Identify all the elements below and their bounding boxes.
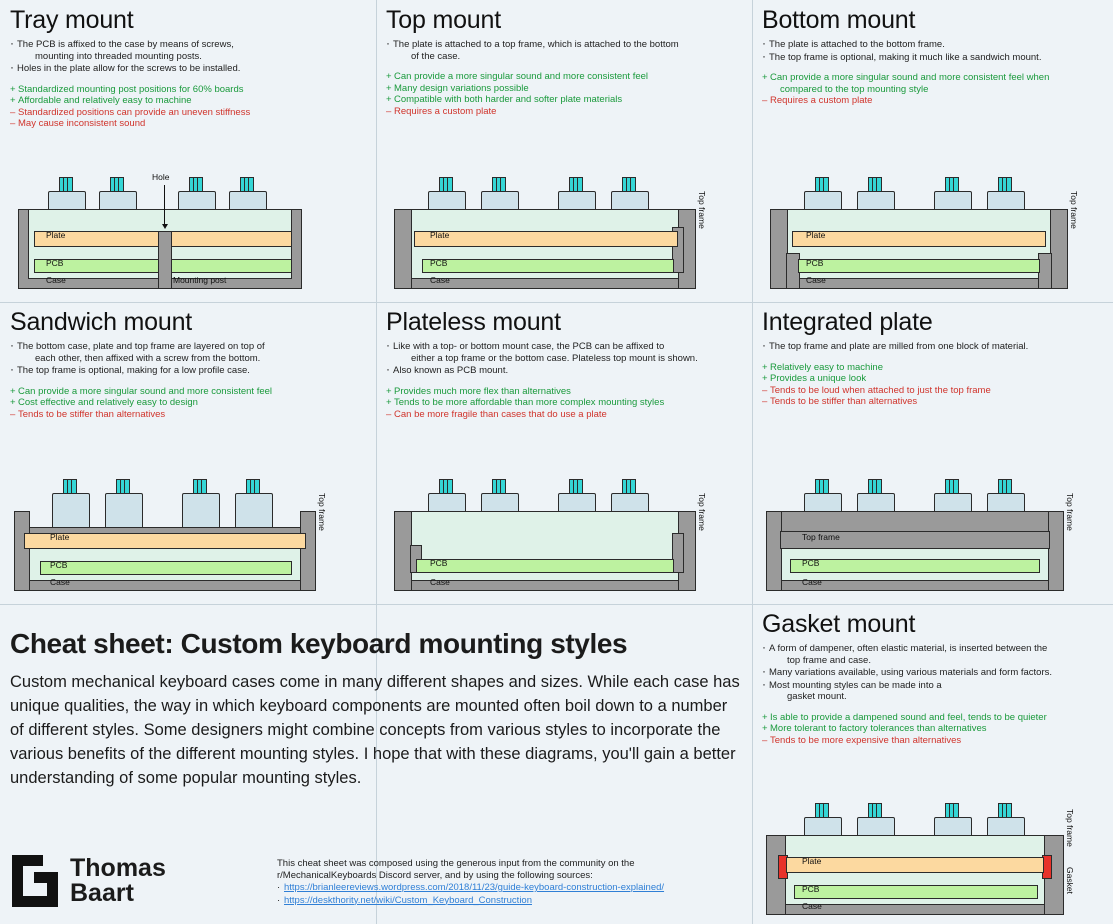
keycap [182,493,218,531]
panel-title: Plateless mount [386,308,561,336]
bullet: · The top frame is optional, making it much like a sandwich mount. [762,52,1103,64]
diagram-integrated-plate [762,471,1103,596]
label-pcb: PCB [802,884,820,894]
pro-item: + Provides much more flex than alternatives [386,385,571,397]
plate [414,231,678,247]
bullet: · Like with a top- or bottom mount case, the PCB can be affixed to either a top frame or the bottom case. Plateless top mount is shown. [386,341,742,364]
pcb [416,559,674,573]
con-item: – Standardized positions can provide an uneven stiffness [10,106,251,118]
panel-bullets [762,341,1103,353]
pro-item: + Relatively easy to machine [762,361,883,373]
divider [0,302,1113,303]
label-top-frame: Top frame [317,493,327,531]
bullet: · Many variations available, using various materials and form factors. [762,667,1103,679]
panel-bullets [386,39,742,62]
panel-props [386,71,742,117]
panel-bullets [10,341,366,377]
label-pcb: PCB [806,258,824,268]
panel-title: Top mount [386,6,501,34]
label-plate: Plate [802,856,822,866]
label-top-frame: Top frame [1065,493,1075,531]
bullet: · Holes in the plate allow for the screws to be installed. [10,63,366,75]
plate [170,231,292,247]
top-frame-left [766,511,782,591]
diagram-plateless-mount [386,471,742,596]
label-case: Case [430,275,450,285]
bullet: · The plate is attached to a top frame, which is attached to the bottom of the case. [386,39,742,62]
sources-intro-line-1: This cheat sheet was composed using the generous input from the community on the [277,858,635,869]
panel-sandwich-mount [0,302,376,604]
cheat-sheet-body: Custom mechanical keyboard cases come in many different shapes and sizes. While each case has unique qualities, the way in which keyboard components are mounted often boil down to a number of different styles. Some designers might combine concepts from various styles to incorporate the various benefits of the different mounting styles. I hope that with these diagrams, you'll gain a better understanding of some popular mounting styles. [10,673,740,787]
keycap [235,493,271,531]
label-case: Case [802,901,822,911]
panel-tray-mount [0,0,376,302]
con-item: – May cause inconsistent sound [10,118,146,129]
label-plate: Plate [50,532,70,542]
label-case: Case [46,275,66,285]
panel-props [762,72,1103,107]
bottom-frame-post [1038,253,1052,289]
mounting-post [158,231,172,289]
panel-top-mount [376,0,752,302]
pro-item: + Tends to be more affordable than more complex mounting styles [386,397,665,408]
diagram-sandwich-mount [10,471,366,596]
sources-block [277,858,732,907]
panel-title: Integrated plate [762,308,933,336]
pcb [794,885,1038,899]
panel-title: Sandwich mount [10,308,193,336]
label-integrated-plate: Top frame [802,532,840,542]
panel-props [10,386,366,421]
label-mounting-post: Mounting post [173,275,227,285]
panel-bullets [386,341,742,377]
bullet: · The top frame and plate are milled from one block of material. [762,341,1103,353]
label-top-frame: Top frame [697,191,707,229]
pcb [40,561,292,575]
pcb [790,559,1040,573]
label-pcb: PCB [50,560,68,570]
top-frame-left [14,511,30,591]
con-item: – Tends to be loud when attached to just the top frame [762,384,991,396]
con-item: – Tends to be stiffer than alternatives [10,408,166,420]
label-case: Case [430,577,450,587]
pro-item: + Compatible with both harder and softer plate materials [386,94,623,105]
panel-props [762,712,1103,747]
pcb [798,259,1040,273]
label-pcb: PCB [46,258,64,268]
pro-item: + Can provide a more singular sound and more consistent feel [386,71,649,82]
diagram-bottom-mount [762,169,1103,294]
pro-item: + More tolerant to factory tolerances than alternatives [762,723,987,734]
label-pcb: PCB [430,258,448,268]
divider [752,0,753,924]
cheat-sheet-heading: Cheat sheet: Custom keyboard mounting styles [10,628,628,659]
label-top-frame: Top frame [697,493,707,531]
panel-gasket-mount [752,604,1113,924]
brand-name [70,856,166,906]
con-item: – Requires a custom plate [762,95,873,106]
con-item: – Tends to be more expensive than alternatives [762,734,962,746]
top-frame-left [394,209,412,289]
brand-line-2: Baart [70,879,134,907]
label-plate: Plate [46,230,66,240]
panel-props [386,386,742,421]
label-gasket: Gasket [1065,867,1075,894]
panel-plateless-mount [376,302,752,604]
bullet: · The bottom case, plate and top frame are layered on top of each other, then affixed with a screw from the bottom. [10,341,366,364]
diagram-gasket-mount [762,795,1103,920]
sources-intro-line-2: r/MechanicalKeyboards Discord server, and by using the following sources: [277,870,593,881]
plate [786,857,1044,873]
con-item: – Can be more fragile than cases that do use a plate [386,408,607,420]
label-plate: Plate [806,230,826,240]
pro-item: + Many design variations possible [386,82,529,94]
panel-props [10,84,366,130]
bullet: · The top frame is optional, making for a low profile case. [10,365,366,377]
divider [0,604,1113,605]
pro-item: + Affordable and relatively easy to machine [10,95,192,106]
bullet: · Most mounting styles can be made into a gasket mount. [762,680,1103,703]
pro-item: + Is able to provide a dampened sound and feel, tends to be quieter [762,711,1047,723]
panel-integrated-plate [752,302,1113,604]
brand-block [12,855,166,907]
source-link-2[interactable]: · https://deskthority.net/wiki/Custom_Keyboard_Construction [277,895,732,908]
pro-item: + Can provide a more singular sound and more consistent feel [10,385,273,397]
label-case: Case [802,577,822,587]
panel-props [762,362,1103,408]
label-plate: Plate [430,230,450,240]
pcb [170,259,292,273]
label-case: Case [806,275,826,285]
panel-bottom-mount [752,0,1113,302]
label-hole: Hole [152,172,170,182]
thomas-baart-logo-icon [12,855,58,907]
top-frame-right [300,511,316,591]
con-item: – Tends to be stiffer than alternatives [762,396,918,407]
pro-item: + Standardized mounting post positions for 60% boards [10,83,244,95]
panel-bullets [10,39,366,75]
bullet: · The plate is attached to the bottom frame. [762,39,1103,51]
label-pcb: PCB [802,558,820,568]
con-item: – Requires a custom plate [386,105,497,117]
panel-title: Gasket mount [762,610,916,638]
bullet: · A form of dampener, often elastic material, is inserted between the top frame and case. [762,643,1103,666]
label-top-frame: Top frame [1065,809,1075,847]
plate [792,231,1046,247]
pcb [422,259,674,273]
panel-bullets [762,39,1103,63]
panel-bullets [762,643,1103,703]
cheat-sheet-text [10,628,740,790]
source-link-1[interactable]: · https://brianleereviews.wordpress.com/2018/11/23/guide-keyboard-construction-explained/ [277,882,732,895]
keycap [52,493,88,531]
bullet: · Also known as PCB mount. [386,365,742,377]
label-case: Case [50,577,70,587]
pro-item: + Can provide a more singular sound and more consistent feel when compared to the top mounting style [762,72,1050,95]
diagram-top-mount [386,169,742,294]
panel-title: Bottom mount [762,6,916,34]
diagram-tray-mount [10,169,366,294]
top-frame-right [1050,209,1068,289]
brand-line-1: Thomas [70,854,166,882]
pro-item: + Cost effective and relatively easy to design [10,397,198,408]
keycap [105,493,141,531]
bullet: · The PCB is affixed to the case by means of screws, mounting into threaded mounting posts. [10,39,366,62]
label-top-frame: Top frame [1069,191,1079,229]
hole-arrow [164,185,165,225]
top-frame-right [1048,511,1064,591]
panel-title: Tray mount [10,6,134,34]
label-pcb: PCB [430,558,448,568]
pro-item: + Provides a unique look [762,373,867,384]
